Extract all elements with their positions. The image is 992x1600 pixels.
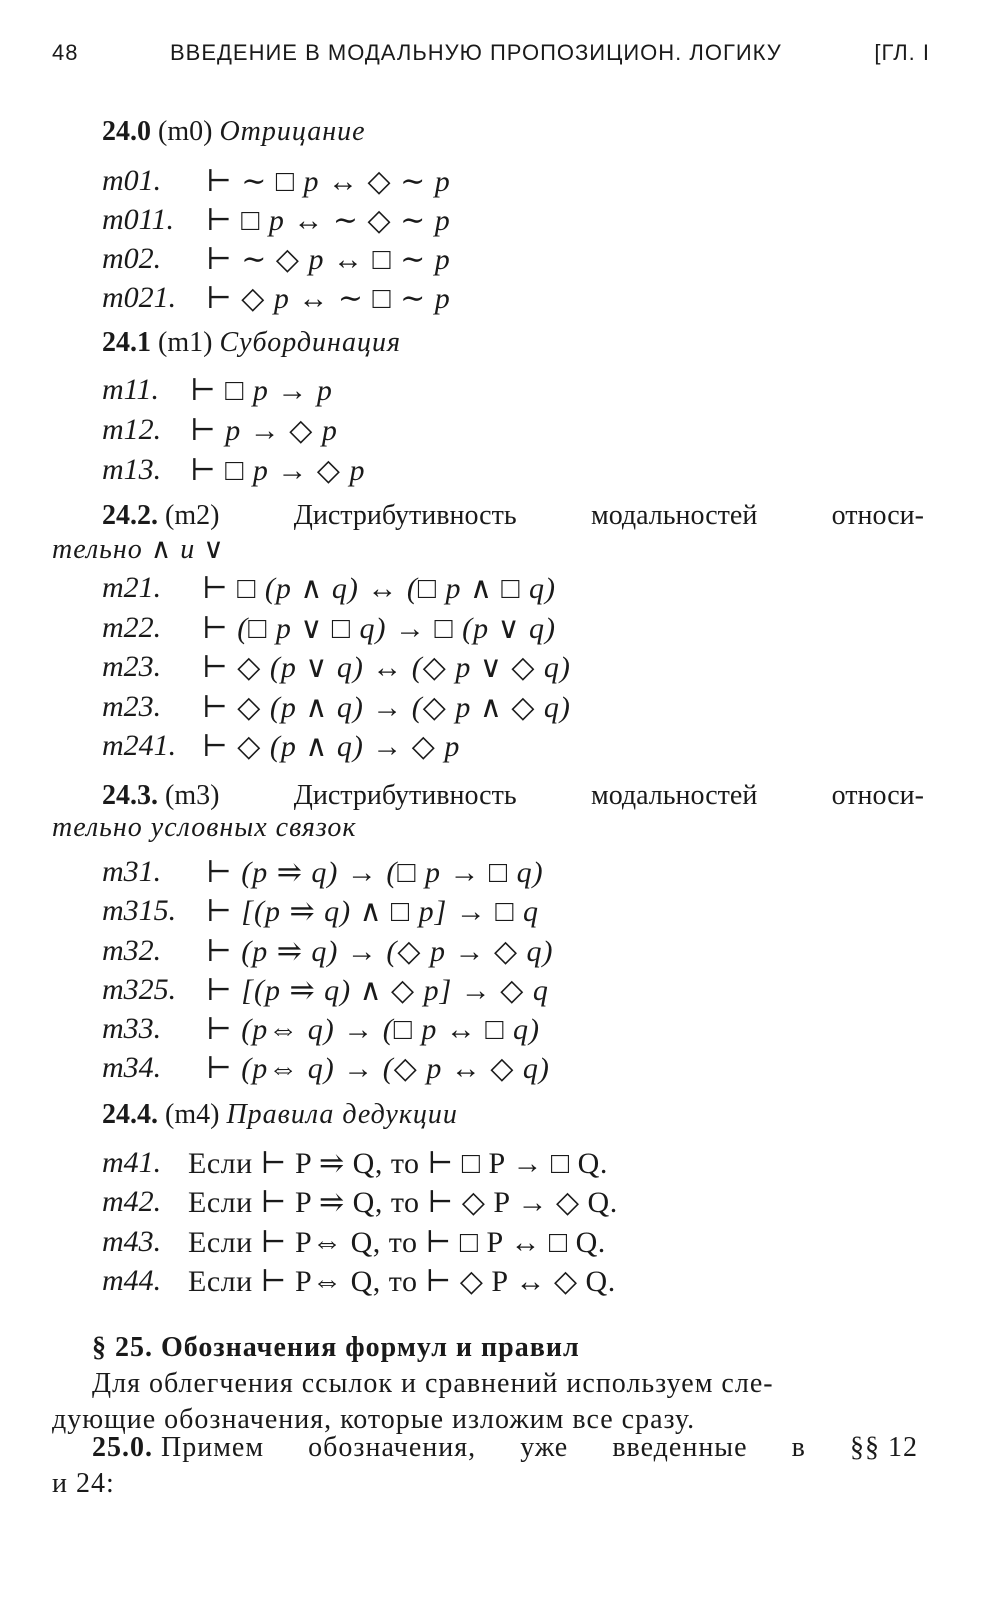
section-title: Субординация <box>219 327 401 358</box>
formula-expression: ⊢ [(p ⥤ q) ∧ ◇ p] → ◇ q <box>206 974 549 1007</box>
section-heading-24-1 <box>102 327 401 359</box>
formula-expression: ⊢ p → ◇ p <box>190 414 338 447</box>
formula-expression: ⊢ ∼ ◇ p ↔ □ ∼ p <box>206 243 451 276</box>
section-heading-line-1 <box>102 780 924 812</box>
section-heading-line-1 <box>102 500 924 532</box>
formula-label: m241. <box>102 729 177 762</box>
section-title-word: Дистрибутивность <box>293 780 517 811</box>
section-title-word: модальностей <box>590 780 758 811</box>
section-code: (m2) <box>165 500 220 531</box>
formula-label: m34. <box>102 1051 162 1084</box>
formula-label: m11. <box>102 373 159 406</box>
section-title-word: Дистрибутивность <box>293 500 517 531</box>
word: Примем <box>161 1432 265 1463</box>
rule-expression: Если ⊢ P ⥤ Q, то ⊢ □ P → □ Q. <box>188 1147 608 1180</box>
section-number: 24.0 <box>102 116 151 147</box>
paragraph-1 <box>52 1368 918 1440</box>
section-title: Правила дедукции <box>226 1099 458 1130</box>
formula-label: m23. <box>102 650 162 683</box>
formula-label: m325. <box>102 973 177 1006</box>
formula-expression: ⊢ ◇ (p ∧ q) → ◇ p <box>202 730 461 763</box>
formula-expression: ⊢ ◇ p ↔ ∼ □ ∼ p <box>206 282 451 315</box>
word: §§ 12 <box>849 1432 918 1463</box>
formula-expression: ⊢ □ p → p <box>190 374 333 407</box>
formula-expression: ⊢ [(p ⥤ q) ∧ □ p] → □ q <box>206 895 539 928</box>
rule-expression: Если ⊢ P⇔ Q, то ⊢ ◇ P ↔ ◇ Q. <box>188 1265 616 1298</box>
paragraph-line: дующие обозначения, которые изложим все сразу. <box>52 1404 696 1435</box>
formula-label: m21. <box>102 571 162 604</box>
section-heading-line-2: тельно ∧ и ∨ <box>52 534 225 565</box>
page-number: 48 <box>52 40 79 65</box>
section-heading-25: § 25. Обозначения формул и правил <box>92 1332 580 1363</box>
paragraph-2 <box>52 1432 918 1504</box>
word: уже <box>520 1432 569 1463</box>
section-heading-24-4 <box>102 1099 458 1131</box>
paragraph-number: 25.0. <box>92 1432 153 1463</box>
formula-expression: ⊢ (p⇔ q) → (◇ p ↔ ◇ q) <box>206 1052 550 1085</box>
formula-label: m13. <box>102 453 162 486</box>
formula-label: m32. <box>102 934 162 967</box>
paragraph-line: Для облегчения ссылок и сравнений используем сле- <box>92 1368 774 1399</box>
section-title: Отрицание <box>219 116 366 147</box>
section-number: 24.2. <box>102 500 158 531</box>
formula-label: m01. <box>102 164 162 197</box>
section-title-word: относи- <box>831 500 924 531</box>
section-number: 24.3. <box>102 780 158 811</box>
formula-expression: ⊢ □ p → ◇ p <box>190 454 366 487</box>
formula-expression: ⊢ (p⇔ q) → (□ p ↔ □ q) <box>206 1013 540 1046</box>
formula-label: m02. <box>102 242 162 275</box>
formula-label: m12. <box>102 413 162 446</box>
running-head <box>52 40 930 76</box>
section-title-word: модальностей <box>590 500 758 531</box>
section-heading-24-0 <box>102 116 366 148</box>
formula-expression: ⊢ ∼ □ p ↔ ◇ ∼ p <box>206 165 451 198</box>
formula-label: m315. <box>102 894 177 927</box>
rule-label: m41. <box>102 1146 162 1179</box>
section-heading-24-3 <box>52 780 924 844</box>
section-heading-line-2: тельно условных связок <box>52 812 357 843</box>
formula-label: m33. <box>102 1012 162 1045</box>
formula-expression: ⊢ □ (p ∧ q) ↔ (□ p ∧ □ q) <box>202 572 557 605</box>
formula-expression: ⊢ ◇ (p ∨ q) ↔ (◇ p ∨ ◇ q) <box>202 651 571 684</box>
formula-label: m021. <box>102 281 177 314</box>
formula-expression: ⊢ □ p ↔ ∼ ◇ ∼ p <box>206 204 451 237</box>
section-code: (m3) <box>165 780 220 811</box>
formula-expression: ⊢ (p ⥤ q) → (□ p → □ q) <box>206 856 544 889</box>
section-number: 24.4. <box>102 1099 158 1130</box>
formula-label: m011. <box>102 203 174 236</box>
section-title-word: относи- <box>831 780 924 811</box>
formula-expression: ⊢ (□ p ∨ □ q) → □ (p ∨ q) <box>202 612 557 645</box>
rule-label: m44. <box>102 1264 162 1297</box>
formula-label: m23. <box>102 690 162 723</box>
rule-label: m42. <box>102 1185 162 1218</box>
formula-expression: ⊢ ◇ (p ∧ q) → (◇ p ∧ ◇ q) <box>202 691 571 724</box>
formula-label: m31. <box>102 855 162 888</box>
section-code: (m4) <box>165 1099 220 1130</box>
section-number: 24.1 <box>102 327 151 358</box>
formula-label: m22. <box>102 611 162 644</box>
rule-expression: Если ⊢ P ⥤ Q, то ⊢ ◇ P → ◇ Q. <box>188 1186 618 1219</box>
section-heading-24-2 <box>52 500 924 566</box>
section-code: (m1) <box>158 327 213 358</box>
word: введенные <box>612 1432 748 1463</box>
formula-expression: ⊢ (p ⥤ q) → (◇ p → ◇ q) <box>206 935 554 968</box>
section-code: (m0) <box>158 116 213 147</box>
word: в <box>791 1432 806 1463</box>
word: обозначения, <box>308 1432 477 1463</box>
chapter-marker: [ГЛ. I <box>874 40 930 65</box>
paragraph-line: и 24: <box>52 1468 115 1499</box>
paragraph-line <box>52 1432 918 1468</box>
running-title: ВВЕДЕНИЕ В МОДАЛЬНУЮ ПРОПОЗИЦИОН. ЛОГИКУ <box>170 40 782 65</box>
rule-label: m43. <box>102 1225 162 1258</box>
rule-expression: Если ⊢ P⇔ Q, то ⊢ □ P ↔ □ Q. <box>188 1226 606 1259</box>
